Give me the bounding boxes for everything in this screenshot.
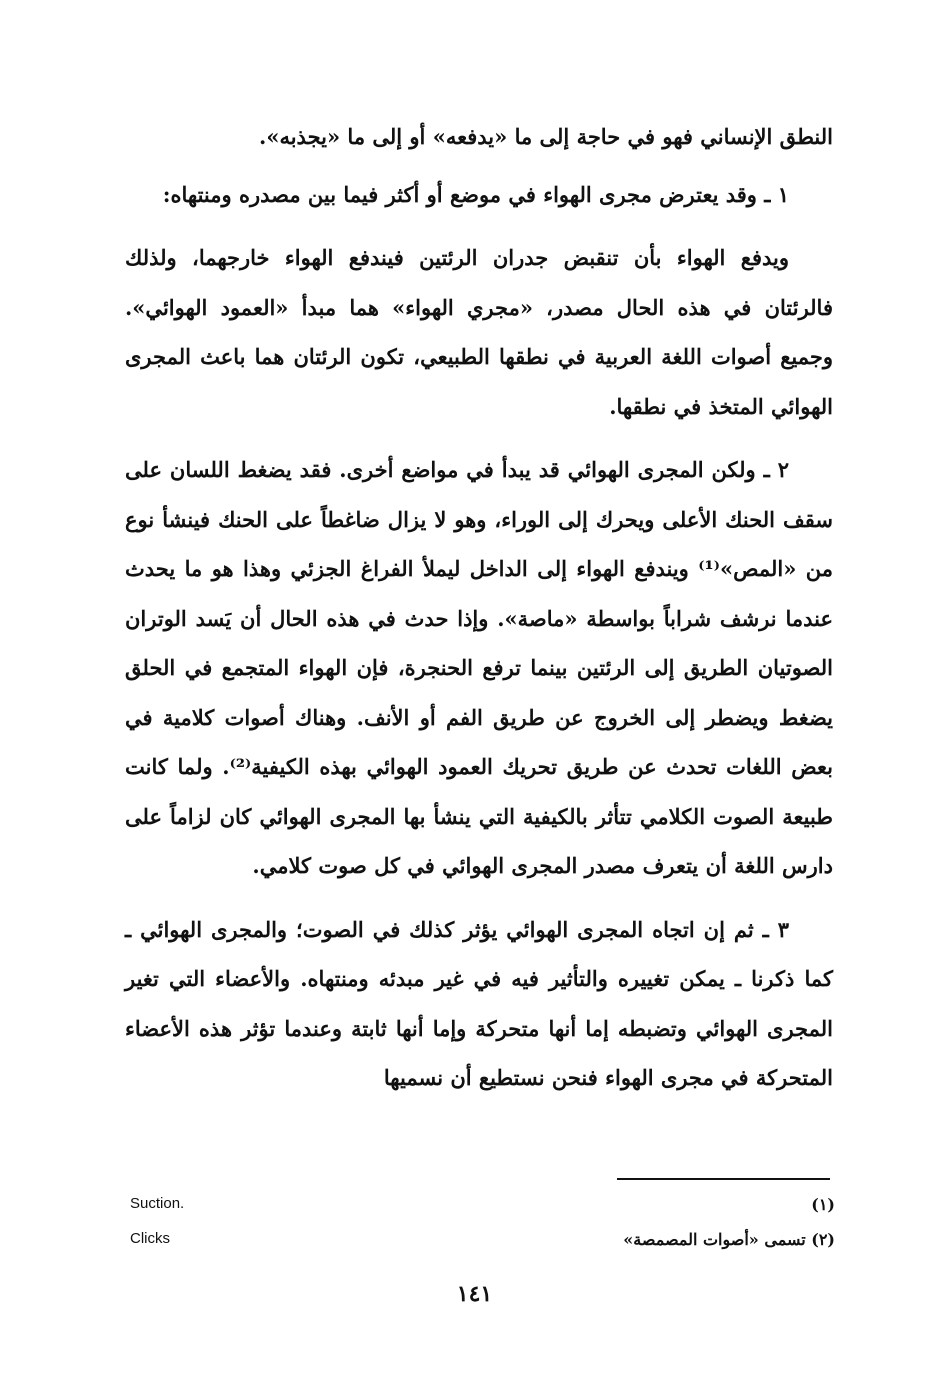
paragraph-lungs: ويدفع الهواء بأن تنقبض جدران الرئتين فيندفع الهواء خارجهما، ولذلك فالرئتان في هذه الحال مصدر، «مجري الهواء» هما مبدأ «العمود الهوائي». وجميع أصوات اللغة العربية في نطقها الطبيعي، تكون الرئتان هما باعث المجرى الهوائي المتخذ في نطقها.: [125, 245, 833, 419]
footnote-2-marker: (٢): [811, 1230, 835, 1249]
footnote-divider: [617, 1178, 830, 1180]
footnote-1-marker: (١): [811, 1195, 835, 1214]
footnote-1-latin: Suction.: [130, 1195, 185, 1212]
footnote-2: [130, 1230, 835, 1254]
footnote-1-arabic: [811, 1195, 835, 1214]
page-number: ١٤١: [456, 1281, 493, 1307]
paragraph-continuation: النطق الإنساني فهو في حاجة إلى ما «يدفعه» أو إلى ما «يجذبه».: [259, 124, 833, 149]
footnote-1: [130, 1195, 835, 1219]
paragraph-point-1: ١ ـ وقد يعترض مجرى الهواء في موضع أو أكثر فيما بين مصدره ومنتهاه:: [162, 181, 789, 207]
footnote-2-text: تسمى «أصوات المصمصة»: [623, 1230, 806, 1249]
body-text: [125, 112, 833, 1103]
paragraph-point-2: ٢ ـ ولكن المجرى الهوائي قد يبدأ في مواضع أخرى. فقد يضغط اللسان على سقف الحنك الأعلى ويحرك إلى الوراء، وهو لا يزال ضاغطاً على الحنك فينشأ نوع من «المص»⁽¹⁾ ويندفع الهواء إلى الداخل ليملأ الفراغ الجزئي وهذا هو ما يحدث عندما نرشف شراباً بواسطة «ماصة». وإذا حدث في هذه الحال أن يَسد الوتران الصوتيان الطريق إلى الرئتين بينما ترفع الحنجرة، فإن الهواء المتجمع في الحلق يضغط ويضطر إلى الخروج عن طريق الفم أو الأنف. وهناك أصوات كلامية في بعض اللغات تحدث عن طريق تحريك العمود الهوائي بهذه الكيفية⁽²⁾. ولما كانت طبيعة الصوت الكلامي تتأثر بالكيفية التي ينشأ بها المجرى الهوائي كان لزاماً على دارس اللغة أن يتعرف مصدر المجرى الهوائي في كل صوت كلامي.: [125, 457, 833, 878]
paragraph-point-3: ٣ ـ ثم إن اتجاه المجرى الهوائي يؤثر كذلك في الصوت؛ والمجرى الهوائي ـ كما ذكرنا ـ يمكن تغييره والتأثير فيه في غير مبدئه ومنتهاه. والأعضاء التي تغير المجرى الهوائي وتضبطه إما أنها متحركة وإما أنها ثابتة وعندما تؤثر هذه الأعضاء المتحركة في مجرى الهواء فنحن نستطيع أن نسميها: [125, 916, 833, 1090]
footnote-2-latin: Clicks: [130, 1230, 170, 1247]
footnote-2-arabic: [623, 1230, 835, 1249]
